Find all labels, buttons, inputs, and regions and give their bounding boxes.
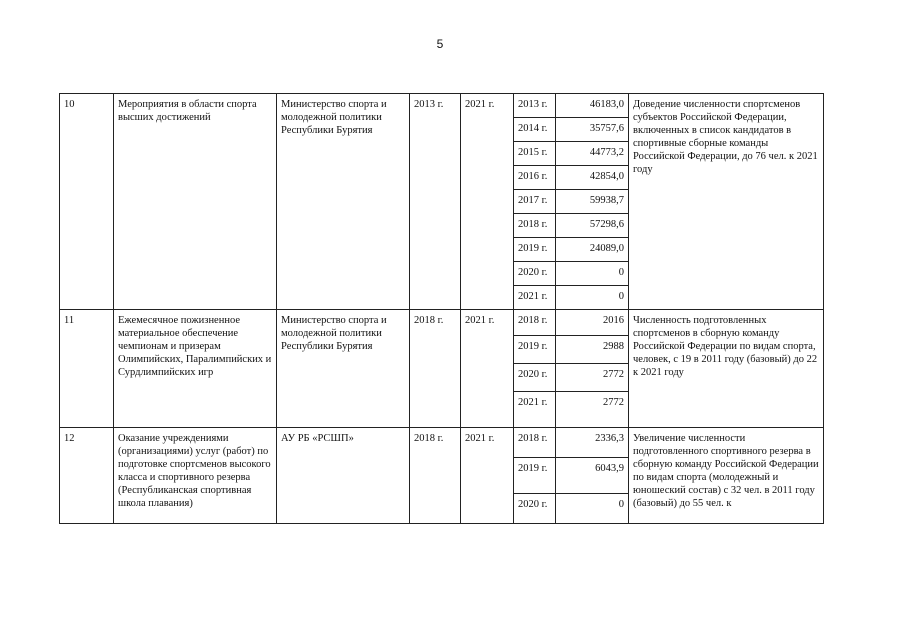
- funding-amount: 2772: [556, 392, 629, 428]
- funding-amount: 2336,3: [556, 428, 629, 458]
- event-name: Мероприятия в области спорта высших достижений: [114, 94, 277, 310]
- funding-year: 2014 г.: [514, 118, 556, 142]
- funding-amount: 6043,9: [556, 458, 629, 494]
- responsible-organization: Министерство спорта и молодежной политики Республики Бурятия: [277, 310, 410, 428]
- funding-amount: 2772: [556, 364, 629, 392]
- start-year: 2018 г.: [410, 310, 461, 428]
- event-name: Оказание учреждениями (организациями) услуг (работ) по подготовке спортсменов высокого класса и спортивного резерва (Республиканская спортивная школа плавания): [114, 428, 277, 524]
- funding-year: 2021 г.: [514, 392, 556, 428]
- event-name: Ежемесячное пожизненное материальное обеспечение чемпионам и призерам Олимпийских, Паралимпийских и Сурдлимпийских игр: [114, 310, 277, 428]
- row-number: 10: [60, 94, 114, 310]
- row-number: 11: [60, 310, 114, 428]
- end-year: 2021 г.: [461, 310, 514, 428]
- funding-year: 2020 г.: [514, 262, 556, 286]
- funding-year: 2019 г.: [514, 238, 556, 262]
- funding-year: 2018 г.: [514, 428, 556, 458]
- funding-year: 2018 г.: [514, 310, 556, 336]
- funding-year: 2017 г.: [514, 190, 556, 214]
- funding-amount: 46183,0: [556, 94, 629, 118]
- start-year: 2018 г.: [410, 428, 461, 524]
- table-row: [60, 428, 824, 458]
- funding-amount: 57298,6: [556, 214, 629, 238]
- funding-amount: 0: [556, 262, 629, 286]
- funding-amount: 59938,7: [556, 190, 629, 214]
- funding-amount: 42854,0: [556, 166, 629, 190]
- start-year: 2013 г.: [410, 94, 461, 310]
- funding-amount: 2016: [556, 310, 629, 336]
- expected-result: Доведение численности спортсменов субъектов Российской Федерации, включенных в список кандидатов в спортивные сборные команды Российской Федерации, до 76 чел. к 2021 году: [629, 94, 824, 310]
- funding-amount: 2988: [556, 336, 629, 364]
- funding-year: 2013 г.: [514, 94, 556, 118]
- funding-year: 2016 г.: [514, 166, 556, 190]
- page-number: 5: [436, 37, 444, 51]
- funding-year: 2019 г.: [514, 458, 556, 494]
- funding-year: 2018 г.: [514, 214, 556, 238]
- funding-year: 2021 г.: [514, 286, 556, 310]
- funding-amount: 35757,6: [556, 118, 629, 142]
- funding-year: 2019 г.: [514, 336, 556, 364]
- funding-year: 2020 г.: [514, 494, 556, 524]
- table-row: [60, 310, 824, 336]
- table-row: [60, 94, 824, 118]
- responsible-organization: АУ РБ «РСШП»: [277, 428, 410, 524]
- funding-amount: 24089,0: [556, 238, 629, 262]
- funding-year: 2020 г.: [514, 364, 556, 392]
- end-year: 2021 г.: [461, 428, 514, 524]
- row-number: 12: [60, 428, 114, 524]
- funding-amount: 0: [556, 494, 629, 524]
- funding-amount: 0: [556, 286, 629, 310]
- expected-result: Численность подготовленных спортсменов в сборную команду Российской Федерации по видам спорта, человек, с 19 в 2011 году (базовый) до 22 к 2021 году: [629, 310, 824, 428]
- responsible-organization: Министерство спорта и молодежной политики Республики Бурятия: [277, 94, 410, 310]
- funding-year: 2015 г.: [514, 142, 556, 166]
- program-table: [59, 93, 824, 524]
- funding-amount: 44773,2: [556, 142, 629, 166]
- end-year: 2021 г.: [461, 94, 514, 310]
- table-body: [60, 94, 824, 524]
- expected-result: Увеличение численности подготовленного спортивного резерва в сборную команду Российской Федерации по видам спорта (молодежный и юношеский состав) с 32 чел. в 2011 году (базовый) до 55 чел. к: [629, 428, 824, 524]
